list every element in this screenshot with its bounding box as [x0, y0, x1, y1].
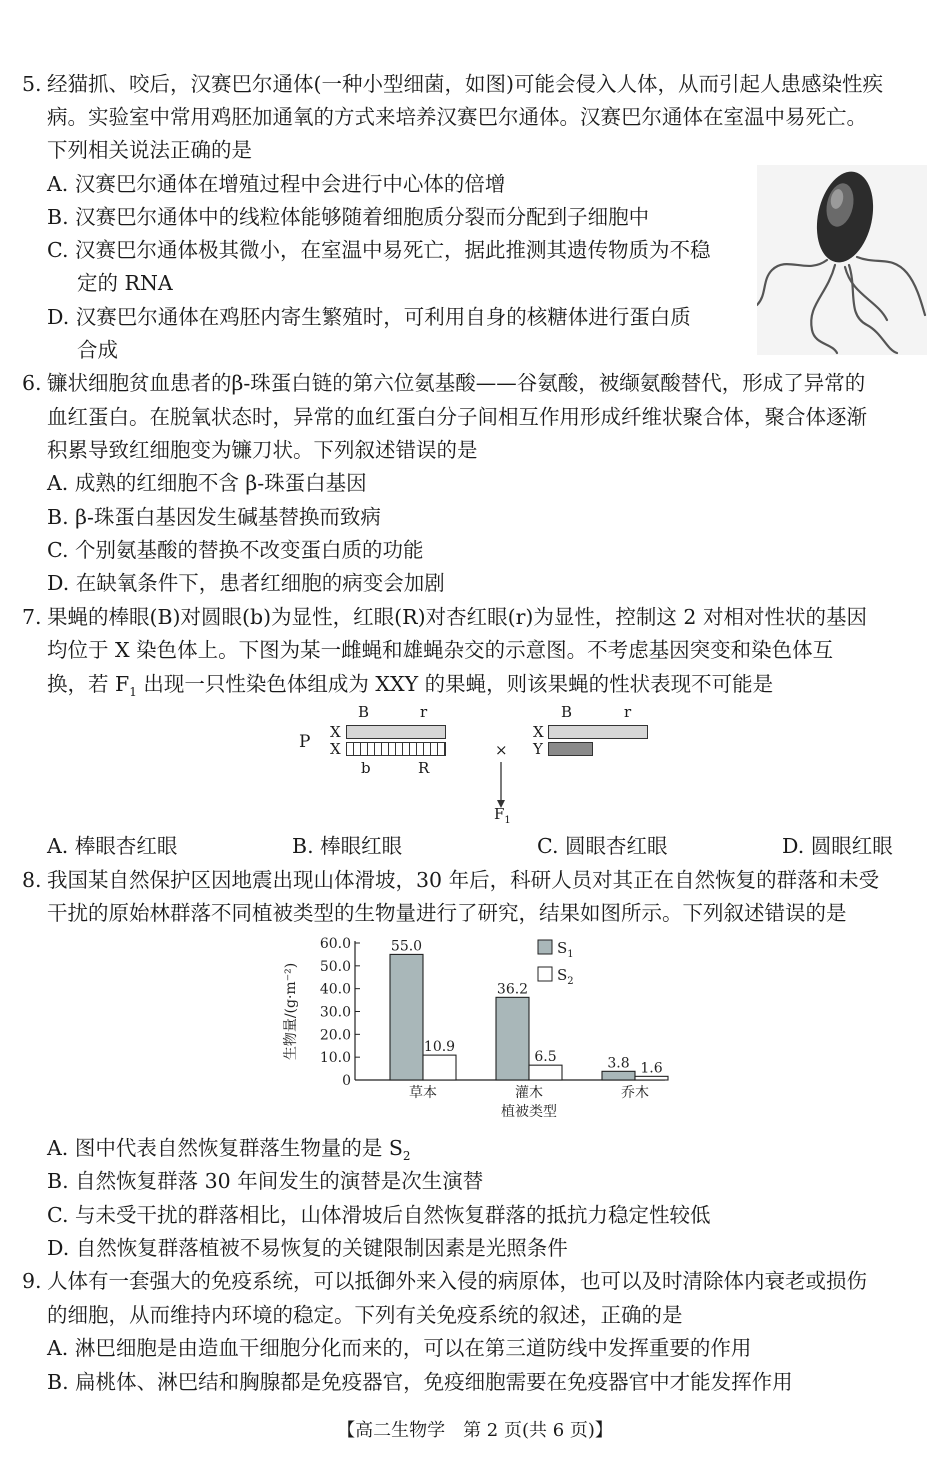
y-tick-label: 60.0	[319, 936, 351, 952]
female-x1-chromosome	[346, 725, 446, 739]
bar-value-label: 10.9	[423, 1039, 456, 1056]
q9-stem-line-1: 人体有一套强大的免疫系统，可以抵御外来入侵的病原体，也可以及时清除体内衰老或损伤	[47, 1269, 867, 1293]
q8-option-d: D. 自然恢复群落植被不易恢复的关键限制因素是光照条件	[47, 1236, 568, 1260]
q9-number: 9.	[22, 1269, 42, 1293]
y-tick-label: 50.0	[319, 958, 351, 975]
female-x2-gene-r-dominant: R	[418, 759, 430, 777]
q9-option-a: A. 淋巴细胞是由造血干细胞分化而来的，可以在第三道防线中发挥重要的作用	[47, 1336, 752, 1360]
cross-sign: ×	[495, 741, 508, 759]
bar-S1-0	[390, 954, 423, 1080]
q7-stem-line-2: 均位于 X 染色体上。下图为某一雌蝇和雄蝇杂交的示意图。不考虑基因突变和染色体互	[47, 638, 834, 662]
y-tick-label: 30.0	[319, 1004, 351, 1021]
f1-label: $F_1$	[494, 805, 511, 826]
p-generation-label: P	[299, 732, 311, 752]
q6-option-d: D. 在缺氧条件下，患者红细胞的病变会加剧	[47, 571, 445, 595]
q7-option-d: D. 圆眼红眼	[782, 834, 893, 858]
bar-S2-1	[529, 1065, 562, 1080]
male-y-chromosome	[548, 742, 593, 756]
y-tick-label: 40.0	[319, 981, 351, 998]
bar-value-label: 1.6	[640, 1060, 663, 1077]
bar-value-label: 3.8	[607, 1055, 630, 1072]
q8-stem-line-2: 干扰的原始林群落不同植被类型的生物量进行了研究，结果如图所示。下列叙述错误的是	[47, 901, 847, 925]
y-tick-label: 0	[342, 1073, 351, 1089]
bar-value-label: 6.5	[534, 1049, 557, 1066]
q6-stem-line-3: 积累导致红细胞变为镰刀状。下列叙述错误的是	[47, 438, 478, 462]
down-arrow-icon	[495, 760, 507, 810]
female-x1-gene-r: r	[420, 703, 428, 721]
x-category-label: 灌木	[515, 1085, 543, 1101]
q8-option-c: C. 与未受干扰的群落相比，山体滑坡后自然恢复群落的抵抗力稳定性较低	[47, 1203, 711, 1227]
bar-S1-2	[602, 1071, 635, 1080]
female-x1-gene-b: B	[358, 703, 370, 721]
q5-stem-line-2: 病。实验室中常用鸡胚加通氧的方式来培养汉赛巴尔通体。汉赛巴尔通体在室温中易死亡。	[47, 105, 867, 129]
q6-option-b: B. β-珠蛋白基因发生碱基替换而致病	[47, 505, 381, 529]
q7-number: 7.	[22, 605, 42, 629]
q7-option-c: C. 圆眼杏红眼	[537, 834, 668, 858]
q5-stem-line-3: 下列相关说法正确的是	[47, 138, 252, 162]
male-x-label: X	[533, 723, 544, 741]
q5-option-d-cont: 合成	[77, 338, 118, 362]
q5-option-c-cont: 定的 RNA	[77, 271, 173, 295]
q7-stem-line-3: 换，若 $F_1$ 出现一只性染色体组成为 XXY 的果蝇，则该果蝇的性状表现不可能是	[47, 672, 774, 700]
x-category-label: 草本	[409, 1085, 437, 1101]
q5-option-a: A. 汉赛巴尔通体在增殖过程中会进行中心体的倍增	[47, 172, 506, 196]
female-x2-gene-b-recessive: b	[361, 759, 371, 777]
q6-stem-line-1: 镰状细胞贫血患者的β-珠蛋白链的第六位氨基酸——谷氨酸，被缬氨酸替代，形成了异常的	[47, 371, 866, 395]
legend-swatch-S2	[538, 967, 552, 981]
legend-swatch-S1	[538, 940, 552, 954]
female-x2-label: X	[330, 740, 341, 758]
male-x-gene-r: r	[624, 703, 632, 721]
q6-option-a: A. 成熟的红细胞不含 β-珠蛋白基因	[47, 471, 367, 495]
q8-stem-line-1: 我国某自然保护区因地震出现山体滑坡，30 年后，科研人员对其正在自然恢复的群落和未受	[47, 868, 880, 892]
q5-number: 5.	[22, 72, 42, 96]
bar-S2-2	[635, 1076, 668, 1080]
x-axis-title: 植被类型	[501, 1104, 557, 1120]
q7-stem-line-1: 果蝇的棒眼(B)对圆眼(b)为显性，红眼(R)对杏红眼(r)为显性，控制这 2 对相对性状的基因	[47, 605, 867, 629]
q7-option-a: A. 棒眼杏红眼	[47, 834, 178, 858]
q8-option-b: B. 自然恢复群落 30 年间发生的演替是次生演替	[47, 1169, 484, 1193]
q6-stem-line-2: 血红蛋白。在脱氧状态时，异常的血红蛋白分子间相互作用形成纤维状聚合体，聚合体逐渐	[47, 405, 867, 429]
male-x-gene-b: B	[561, 703, 573, 721]
q6-number: 6.	[22, 371, 42, 395]
cross-diagram	[290, 700, 670, 830]
bar-value-label: 55.0	[390, 938, 423, 955]
q8-number: 8.	[22, 868, 42, 892]
female-x2-chromosome	[346, 742, 446, 756]
male-x-chromosome	[548, 725, 648, 739]
y-tick-label: 20.0	[319, 1027, 351, 1044]
q5-option-c: C. 汉赛巴尔通体极其微小，在室温中易死亡，据此推测其遗传物质为不稳	[47, 238, 711, 262]
q9-stem-line-2: 的细胞，从而维持内环境的稳定。下列有关免疫系统的叙述，正确的是	[47, 1303, 683, 1327]
bar-S1-1	[496, 997, 529, 1080]
female-x1-label: X	[330, 723, 341, 741]
y-axis-title: 生物量/(g·m⁻²)	[283, 962, 299, 1061]
q8-option-a: A. 图中代表自然恢复群落生物量的是 $S_2$	[47, 1136, 411, 1164]
male-y-label: Y	[533, 740, 543, 758]
q5-option-b: B. 汉赛巴尔通体中的线粒体能够随着细胞质分裂而分配到子细胞中	[47, 205, 650, 229]
bar-value-label: 36.2	[496, 981, 529, 998]
bar-S2-0	[423, 1055, 456, 1080]
q9-option-b: B. 扁桃体、淋巴结和胸腺都是免疫器官，免疫细胞需要在免疫器官中才能发挥作用	[47, 1370, 793, 1394]
y-tick-label: 10.0	[319, 1050, 351, 1067]
q6-option-c: C. 个别氨基酸的替换不改变蛋白质的功能	[47, 538, 424, 562]
legend-label-S1: $S_1$	[557, 939, 574, 960]
bacterium-micrograph-image	[757, 165, 927, 355]
q5-option-d: D. 汉赛巴尔通体在鸡胚内寄生繁殖时，可利用自身的核糖体进行蛋白质	[47, 305, 691, 329]
page-footer: 【高二生物学 第 2 页(共 6 页)】	[337, 1420, 613, 1441]
x-category-label: 乔木	[621, 1085, 649, 1101]
biomass-bar-chart	[280, 928, 700, 1128]
legend-label-S2: $S_2$	[557, 966, 574, 987]
q5-stem-line-1: 经猫抓、咬后，汉赛巴尔通体(一种小型细菌，如图)可能会侵入人体，从而引起人患感染性疾	[47, 72, 883, 96]
q7-option-b: B. 棒眼红眼	[292, 834, 403, 858]
